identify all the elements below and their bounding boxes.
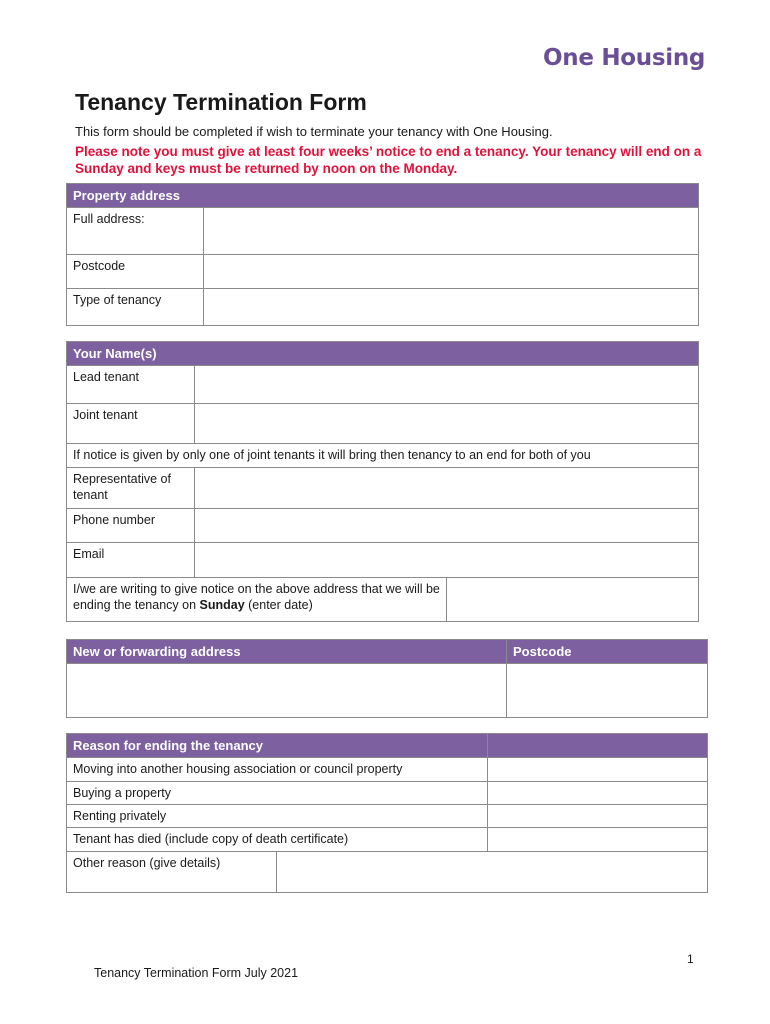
full-address-label: Full address: bbox=[67, 208, 204, 255]
notice-date-label bbox=[67, 578, 447, 622]
page-number: 1 bbox=[687, 952, 694, 966]
forwarding-address-header: New or forwarding address bbox=[67, 640, 507, 664]
page-title: Tenancy Termination Form bbox=[75, 89, 367, 115]
notice-warning: Please note you must give at least four weeks’ notice to end a tenancy. Your tenancy will end on a Sunday and keys must be returned by noon on the Monday. bbox=[75, 144, 702, 176]
lead-tenant-label: Lead tenant bbox=[67, 366, 195, 404]
postcode-label: Postcode bbox=[67, 255, 204, 289]
reason-header-blank bbox=[488, 734, 708, 758]
notice-date-field[interactable] bbox=[447, 578, 699, 622]
postcode-field[interactable] bbox=[204, 255, 699, 289]
full-address-field[interactable] bbox=[204, 208, 699, 255]
footer-text: Tenancy Termination Form July 2021 bbox=[94, 966, 299, 980]
reason-option-field[interactable] bbox=[488, 758, 708, 782]
tenancy-type-label: Type of tenancy bbox=[67, 289, 204, 326]
other-reason-label: Other reason (give details) bbox=[67, 852, 277, 893]
reason-option-label: Buying a property bbox=[67, 782, 488, 805]
phone-field[interactable] bbox=[195, 509, 699, 543]
email-field[interactable] bbox=[195, 543, 699, 578]
reason-option-label: Renting privately bbox=[67, 805, 488, 828]
reason-option-field[interactable] bbox=[488, 782, 708, 805]
forwarding-address-table bbox=[66, 639, 708, 718]
email-label: Email bbox=[67, 543, 195, 578]
notice-date-text-pre: I/we are writing to give notice on the above address that we will be ending the tenancy on bbox=[73, 582, 440, 612]
representative-label: Representative of tenant bbox=[67, 468, 195, 509]
other-reason-field[interactable] bbox=[277, 852, 708, 893]
joint-tenant-notice: If notice is given by only one of joint tenants it will bring then tenancy to an end for both of you bbox=[67, 444, 699, 468]
reason-header: Reason for ending the tenancy bbox=[67, 734, 488, 758]
intro-text: This form should be completed if wish to terminate your tenancy with One Housing. bbox=[75, 124, 553, 139]
forwarding-address-field[interactable] bbox=[67, 664, 507, 718]
representative-field[interactable] bbox=[195, 468, 699, 509]
reason-table bbox=[66, 733, 708, 893]
joint-tenant-field[interactable] bbox=[195, 404, 699, 444]
one-housing-logo: One Housing bbox=[543, 45, 706, 71]
property-address-table bbox=[66, 183, 699, 326]
forwarding-postcode-header: Postcode bbox=[507, 640, 708, 664]
names-table bbox=[66, 341, 699, 622]
property-address-header: Property address bbox=[67, 184, 699, 208]
reason-option-label: Tenant has died (include copy of death certificate) bbox=[67, 828, 488, 852]
joint-tenant-label: Joint tenant bbox=[67, 404, 195, 444]
phone-label: Phone number bbox=[67, 509, 195, 543]
reason-option-field[interactable] bbox=[488, 828, 708, 852]
reason-option-field[interactable] bbox=[488, 805, 708, 828]
lead-tenant-field[interactable] bbox=[195, 366, 699, 404]
notice-date-text-post: (enter date) bbox=[244, 598, 313, 612]
reason-option-label: Moving into another housing association or council property bbox=[67, 758, 488, 782]
names-header: Your Name(s) bbox=[67, 342, 699, 366]
tenancy-type-field[interactable] bbox=[204, 289, 699, 326]
notice-date-text-bold: Sunday bbox=[199, 598, 245, 612]
forwarding-postcode-field[interactable] bbox=[507, 664, 708, 718]
